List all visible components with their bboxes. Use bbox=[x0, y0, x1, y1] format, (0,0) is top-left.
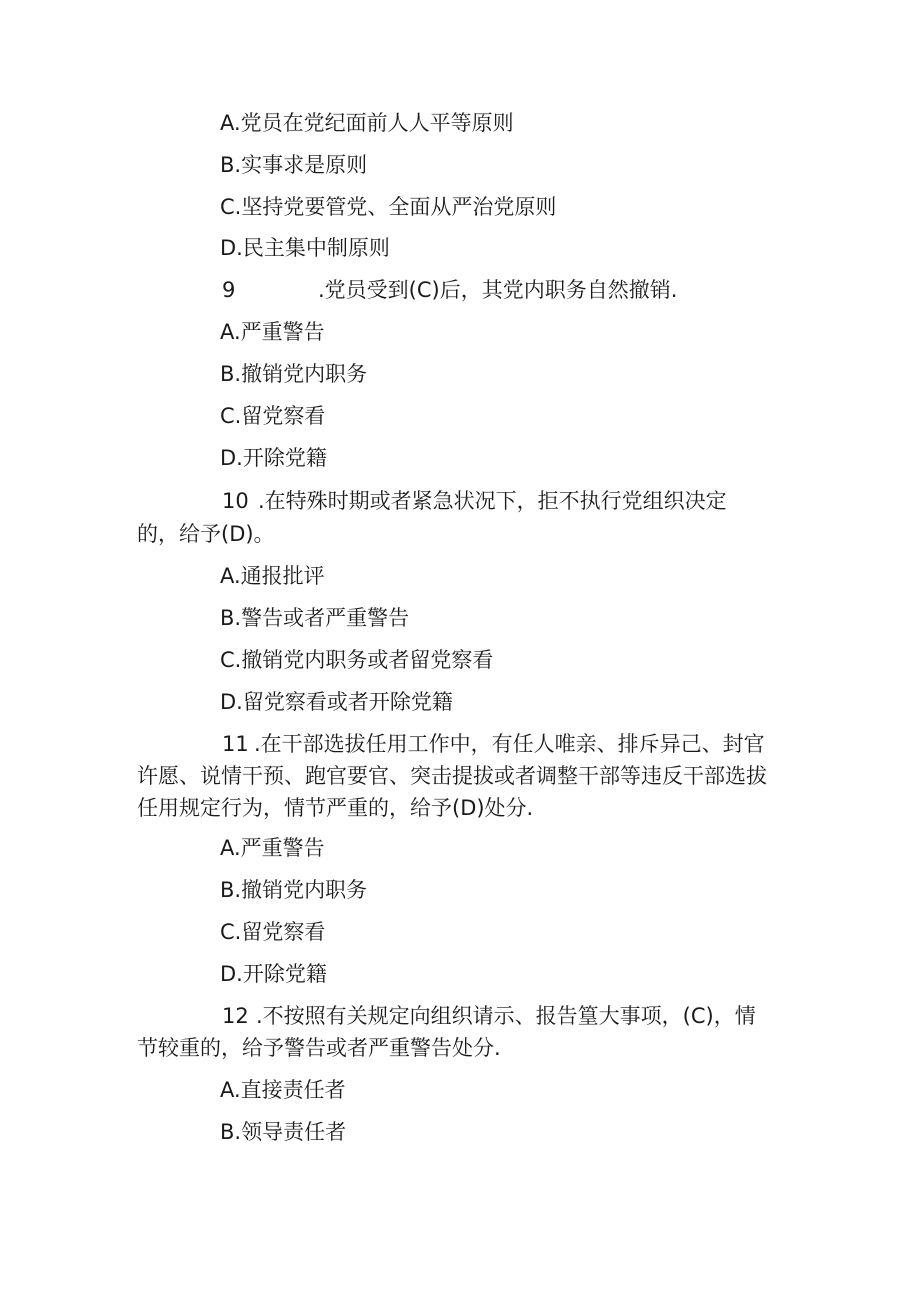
question-number: 12 bbox=[222, 1004, 249, 1028]
option-d: D.开除党籍 bbox=[220, 962, 327, 986]
question-text: .不按照有关规定向组织请示、报告篁大事项，(C)，情 bbox=[256, 1004, 756, 1028]
option-b: B.警告或者严重警告 bbox=[220, 606, 410, 630]
option-a: A.严重警告 bbox=[220, 320, 325, 344]
option-d: D.开除党籍 bbox=[220, 446, 327, 470]
option-c: C.留党察看 bbox=[220, 920, 326, 944]
option-a: A.党员在党纪面前人人平等原则 bbox=[220, 111, 514, 135]
question-text: .在干部选拔任用工作中，有任人唯亲、排斥异己、封官 bbox=[254, 732, 765, 756]
option-a: A.严重警告 bbox=[220, 836, 325, 860]
option-b: B.实事求是原则 bbox=[220, 153, 368, 177]
option-c: C.留党察看 bbox=[220, 404, 326, 428]
option-a: A.直接责任者 bbox=[220, 1078, 346, 1102]
question-text-continued: 任用规定行为，情节严重的，给予(D)处分. bbox=[137, 796, 534, 820]
option-a: A.通报批评 bbox=[220, 564, 325, 588]
option-d: D.民主集中制原则 bbox=[220, 236, 390, 260]
option-b: B.撤销党内职务 bbox=[220, 362, 368, 386]
question-text-continued: 的，给予(D)。 bbox=[137, 522, 275, 546]
question-number: 11 bbox=[222, 732, 249, 756]
question-text-continued: 节较重的，给予警告或者严重警告处分. bbox=[137, 1036, 501, 1060]
question-text: .党员受到(C)后，其党内职务自然撤销. bbox=[318, 278, 678, 302]
option-c: C.坚持党要管党、全面从严治党原则 bbox=[220, 195, 557, 219]
option-d: D.留党察看或者开除党籍 bbox=[220, 690, 453, 714]
question-text: .在特殊时期或者紧急状况下，拒不执行党组织决定 bbox=[258, 489, 727, 513]
option-b: B.撤销党内职务 bbox=[220, 878, 368, 902]
question-number: 9 bbox=[222, 278, 236, 302]
option-c: C.撤销党内职务或者留党察看 bbox=[220, 648, 494, 672]
question-number: 10 bbox=[222, 489, 249, 513]
option-b: B.领导责任者 bbox=[220, 1120, 347, 1144]
question-text-continued: 许愿、说情干预、跑官要官、突击提拔或者调整干部等违反干部选拔 bbox=[137, 764, 767, 788]
